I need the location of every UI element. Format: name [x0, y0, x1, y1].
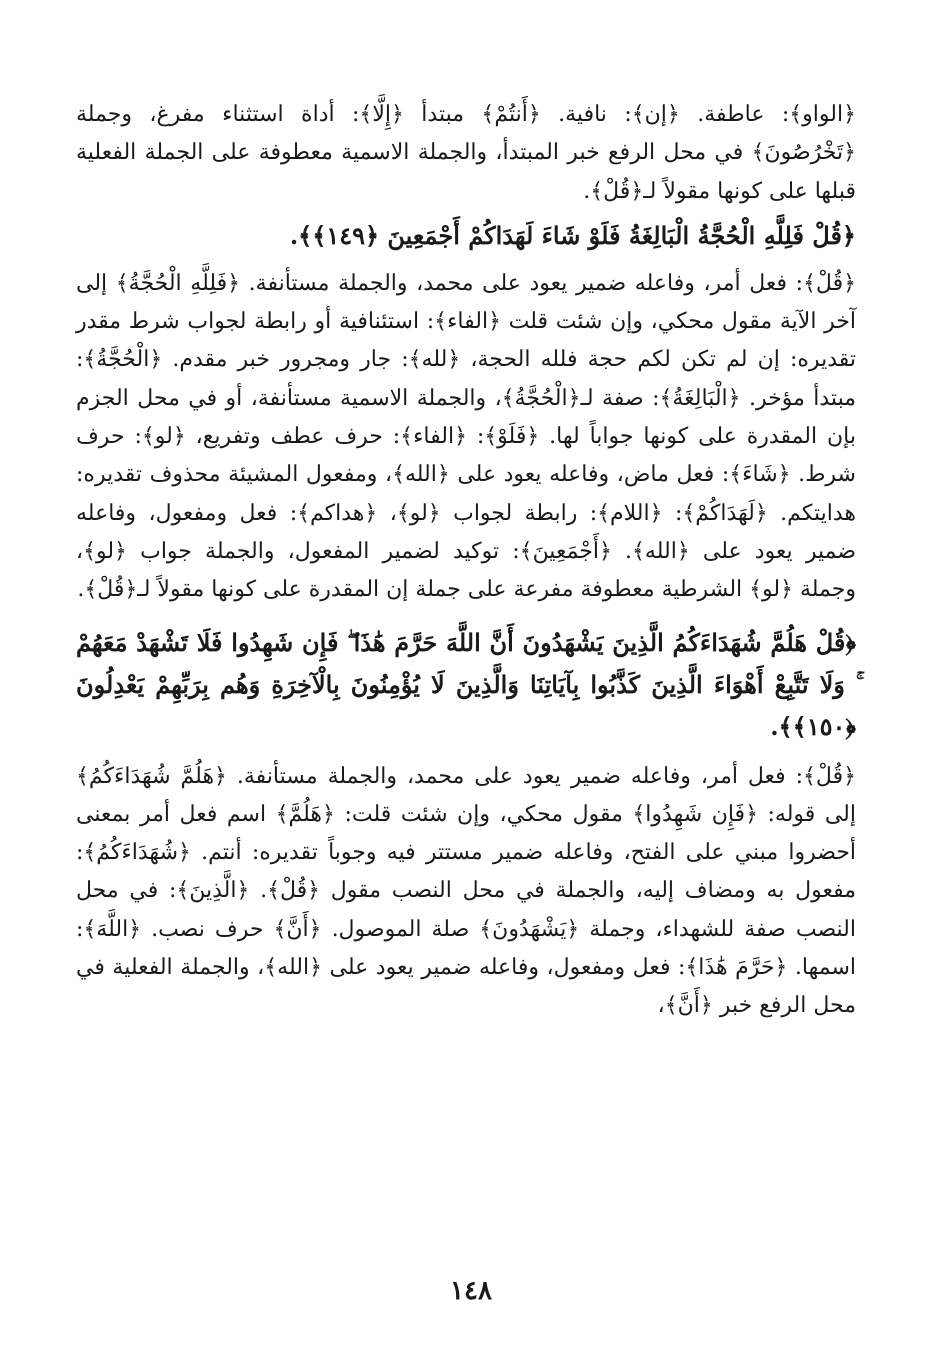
page-number: ١٤٨	[450, 1276, 492, 1306]
paragraph-grammar-2: ﴿قُلْ﴾: فعل أمر، وفاعله ضمير يعود على محمد، والجملة مستأنفة. ﴿فَلِلَّهِ الْحُجَّةُ﴾ إلى آخر الآية مقول محكي، وإن شئت قلت ﴿الفاء﴾: استئنافية أو رابطة لجواب شرط مقدر تقديره: إن لم تكن لكم حجة فلله الحجة، ﴿لله﴾: جار ومجرور خبر مقدم. ﴿الْحُجَّةُ﴾: مبتدأ مؤخر. ﴿الْبَالِغَةُ﴾: صفة لـ﴿الْحُجَّةُ﴾، والجملة الاسمية مستأنفة، أو في محل الجزم بإن المقدرة على كونها جواباً لها. ﴿فَلَوْ﴾: ﴿الفاء﴾: حرف عطف وتفريع، ﴿لو﴾: حرف شرط. ﴿شَاءَ﴾: فعل ماض، وفاعله يعود على ﴿الله﴾، ومفعول المشيئة محذوف تقديره: هدايتكم. ﴿لَهَدَاكُمْ﴾: ﴿اللام﴾: رابطة لجواب ﴿لو﴾، ﴿هداكم﴾: فعل ومفعول، وفاعله ضمير يعود على ﴿الله﴾. ﴿أَجْمَعِينَ﴾: توكيد لضمير المفعول، والجملة جواب ﴿لو﴾، وجملة ﴿لو﴾ الشرطية معطوفة مفرعة على جملة إن المقدرة على كونها مقولاً لـ﴿قُلْ﴾.	[76, 270, 856, 603]
page-body	[76, 96, 856, 1026]
quran-verse-149: ﴿قُلْ فَلِلَّهِ الْحُجَّةُ الْبَالِغَةُ فَلَوْ شَاءَ لَهَدَاكُمْ أَجْمَعِينَ ﴿١٤٩﴾﴾.	[289, 220, 856, 250]
quran-verse-150: ﴿قُلْ هَلُمَّ شُهَدَاءَكُمُ الَّذِينَ يَشْهَدُونَ أَنَّ اللَّهَ حَرَّمَ هَٰذَا ۖ فَإِن شَهِدُوا فَلَا تَشْهَدْ مَعَهُمْ ۚ وَلَا تَتَّبِعْ أَهْوَاءَ الَّذِينَ كَذَّبُوا بِآيَاتِنَا وَالَّذِينَ لَا يُؤْمِنُونَ بِالْآخِرَةِ وَهُم بِرَبِّهِمْ يَعْدِلُونَ ﴿١٥٠﴾﴾.	[76, 627, 856, 741]
paragraph-grammar-1: ﴿الواو﴾: عاطفة. ﴿إن﴾: نافية. ﴿أَنتُمْ﴾ مبتدأ ﴿إِلَّا﴾: أداة استثناء مفرغ، وجملة ﴿تَخْرُصُونَ﴾ في محل الرفع خبر المبتدأ، والجملة الاسمية معطوفة على الجملة الفعلية قبلها على كونها مقولاً لـ﴿قُلْ﴾.	[76, 102, 856, 204]
paragraph-grammar-3: ﴿قُلْ﴾: فعل أمر، وفاعله ضمير يعود على محمد، والجملة مستأنفة. ﴿هَلُمَّ شُهَدَاءَكُمُ﴾ إلى قوله: ﴿فَإِن شَهِدُوا﴾ مقول محكي، وإن شئت قلت: ﴿هَلُمَّ﴾ اسم فعل أمر بمعنى أحضروا مبني على الفتح، وفاعله ضمير مستتر فيه وجوباً تقديره: أنتم. ﴿شُهَدَاءَكُمُ﴾: مفعول به ومضاف إليه، والجملة في محل النصب مقول ﴿قُلْ﴾. ﴿الَّذِينَ﴾: في محل النصب صفة للشهداء، وجملة ﴿يَشْهَدُونَ﴾ صلة الموصول. ﴿أَنَّ﴾ حرف نصب. ﴿اللَّهَ﴾: اسمها. ﴿حَرَّمَ هَٰذَا﴾: فعل ومفعول، وفاعله ضمير يعود على ﴿الله﴾، والجملة الفعلية في محل الرفع خبر ﴿أَنَّ﴾،	[76, 763, 856, 1019]
